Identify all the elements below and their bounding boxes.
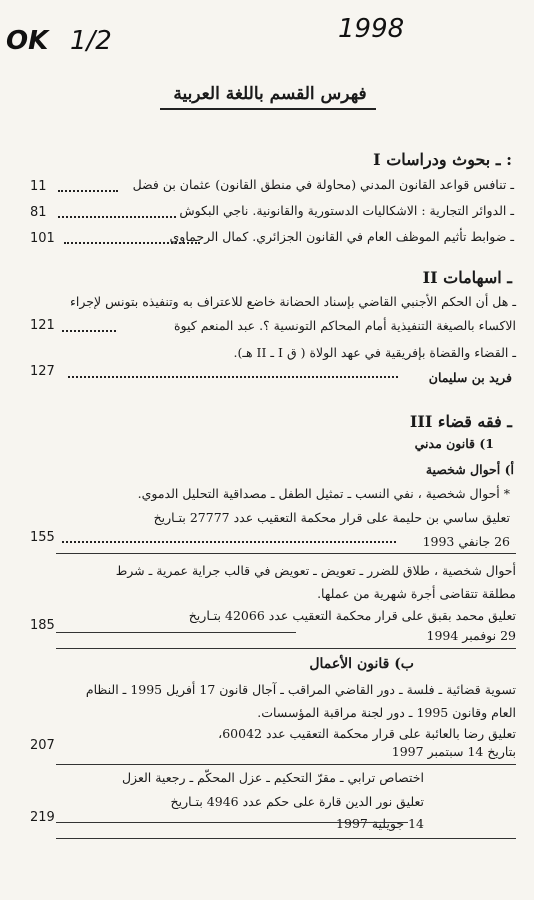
- case-entry-date: 14 جويلية 1997: [336, 816, 424, 831]
- subsection-civil-law: 1) قانون مدني: [414, 436, 494, 451]
- case-entry-text: أحوال شخصية ، طلاق للضرر ـ تعويض ـ تعويض في قالب جراية عمرية ـ شرط: [115, 563, 516, 578]
- case-entry-page: 155: [30, 530, 55, 545]
- toc-entry-text: ـ تنافس قواعد القانون المدني (محاولة في منطق القانون) عثمان بن فضل: [132, 177, 514, 192]
- case-entry-page: 185: [30, 618, 55, 633]
- case-entry-text: * أحوال شخصية ، نفي النسب ـ تمثيل الطفل ـ مصداقية التحليل الدموي.: [137, 486, 510, 501]
- toc-entry-page: 121: [30, 318, 55, 333]
- leader-dots: [62, 330, 116, 332]
- toc-entry-page: 11: [30, 179, 47, 194]
- subsection-business-law: ب) قانون الأعمال: [309, 656, 414, 672]
- leader-dots: [58, 190, 118, 192]
- case-entry-date: 29 نوفمبر 1994: [426, 628, 516, 643]
- handwritten-ok: OK: [6, 26, 49, 56]
- case-entry-text: اختصاص ترابي ـ مقرّ التحكيم ـ عزل المحكّم ـ رجعية العزل: [121, 770, 424, 785]
- subsection-personal-status: أ) أحوال شخصية: [425, 462, 514, 477]
- leader-dots: [62, 541, 396, 543]
- case-entry-text: تعليق ساسي بن حليمة على قرار محكمة التعقيب عدد 27777 بتـاريخ: [153, 510, 510, 525]
- entry-divider: [56, 648, 516, 649]
- entry-divider: [56, 764, 516, 765]
- toc-entry-author: فريد بن سليمان: [428, 370, 512, 385]
- case-entry-date: بتاريخ 14 سبتمبر 1997: [391, 744, 516, 759]
- entry-divider: [56, 553, 516, 554]
- section-heading-research: I ـ بحوث ودراسات :: [373, 150, 512, 169]
- case-entry-page: 219: [30, 810, 55, 825]
- leader-dots: [68, 376, 398, 378]
- title-underline: [160, 108, 376, 110]
- handwritten-fraction: 1/2: [70, 26, 112, 56]
- toc-entry-page: 101: [30, 231, 55, 246]
- toc-entry-text: ـ ضوابط تأثيم الموظف العام في القانون الجزائري. كمال الرحماوي: [169, 229, 514, 244]
- toc-entry-text: ـ هل أن الحكم الأجنبي القاضي بإسناد الحضانة خاضع للاعتراف به وتنفيذه بتونس لإجراء: [70, 294, 516, 309]
- case-entry-text: تعليق نور الدين قارة على حكم عدد 4946 بتـاريخ: [170, 794, 424, 809]
- handwritten-year: 1998: [338, 14, 405, 44]
- case-entry-text: تعليق محمد بقبق على قرار محكمة التعقيب عدد 42066 بتـاريخ: [188, 608, 516, 623]
- toc-entry-page: 81: [30, 205, 47, 220]
- entry-divider: [56, 838, 516, 839]
- entry-divider: [56, 632, 296, 633]
- case-entry-text: تسوية قضائية ـ فلسة ـ دور القاضي المراقب ـ آجال قانون 17 أفريل 1995 ـ النظام: [85, 682, 516, 697]
- toc-entry-text: ـ القضاء والقضاة بإفريقية في عهد الولاة ( ق I ـ II هـ).: [233, 345, 516, 360]
- section-heading-contributions: II ـ اسهامات: [422, 268, 512, 287]
- leader-dots: [64, 242, 200, 244]
- toc-entry-text: ـ الدوائر التجارية : الاشكاليات الدستورية والقانونية. ناجي البكوش: [179, 203, 514, 218]
- toc-entry-text: الاكساء بالصيغة التنفيذية أمام المحاكم التونسية ؟. عبد المنعم كيوة: [174, 318, 516, 333]
- case-entry-text: مطلقة تتقاضى أجرة شهرية من عملها.: [317, 586, 516, 601]
- toc-entry-page: 127: [30, 364, 55, 379]
- leader-dots: [58, 216, 176, 218]
- case-entry-text: العام وقانون 1995 ـ دور لجنة مراقبة المؤسسات.: [257, 705, 516, 720]
- case-entry-text: تعليق رضا بالعائبة على قرار محكمة التعقيب عدد 60042،: [218, 726, 516, 741]
- entry-divider: [56, 822, 408, 823]
- case-entry-date: 26 جانفي 1993: [422, 534, 510, 549]
- section-heading-jurisprudence: III ـ فقه قضاء: [409, 412, 512, 431]
- page-title: فهرس القسم باللغة العربية: [173, 84, 367, 104]
- case-entry-page: 207: [30, 738, 55, 753]
